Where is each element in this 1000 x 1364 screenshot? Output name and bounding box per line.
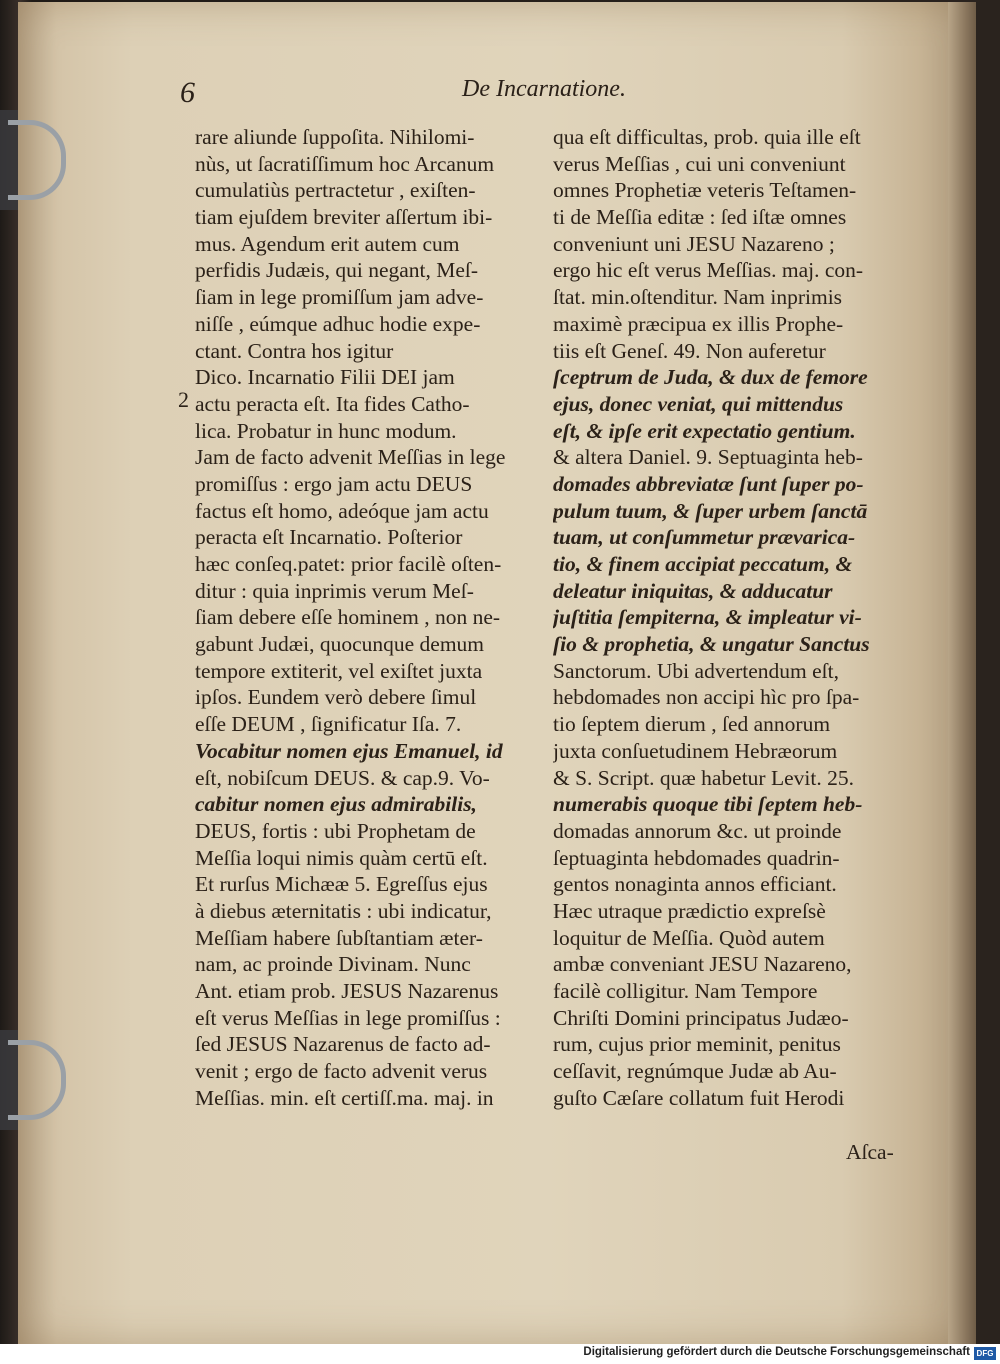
text-line: hæc conſeq.patet: prior facilè oſten-	[195, 552, 502, 576]
text-line: guſto Cæſare collatum fuit Herodi	[553, 1085, 845, 1110]
text-line: tiis eſt Geneſ. 49. Non auferetur	[553, 338, 826, 363]
text-line: promiſſus : ergo jam actu DEUS	[195, 471, 473, 496]
text-line: maximè præcipua ex illis Prophe-	[553, 311, 844, 336]
text-line: pulum tuum, & ſuper urbem ſanctā	[553, 498, 868, 523]
right-text-column	[553, 124, 907, 1111]
text-line: cabitur nomen ejus admirabilis,	[195, 792, 477, 817]
text-line: eſt, & ipſe erit expectatio gentium.	[553, 418, 856, 443]
text-line: Ant. etiam prob. JESUS Nazarenus	[195, 979, 499, 1003]
text-line: Meſſias. min. eſt certiſſ.ma. maj. in	[195, 1085, 494, 1110]
page-number: 6	[180, 76, 195, 109]
text-line: ſed JESUS Nazarenus de facto ad-	[195, 1032, 491, 1057]
text-line: Vocabitur nomen ejus Emanuel, id	[195, 738, 503, 763]
text-line: juſtitia ſempiterna, & impleatur vi-	[553, 605, 862, 630]
text-line: eſt verus Meſſias in lege promiſſus :	[195, 1005, 501, 1030]
text-line: Chriſti Domini principatus Judæo-	[553, 1005, 849, 1030]
text-line: tio, & finem accipiat peccatum, &	[553, 552, 853, 576]
text-line: ergo hic eſt verus Meſſias. maj. con-	[553, 258, 864, 283]
text-line: ſiam in lege promiſſum jam adve-	[195, 285, 484, 310]
text-line: rare aliunde ſuppoſita. Nihilomi-	[195, 125, 475, 149]
text-line: ſtat. min.oſtenditur. Nam inprimis	[553, 285, 843, 310]
text-line: ſio & prophetia, & ungatur Sanctus	[553, 632, 870, 657]
text-line: nùs, ut ſacratiſſimum hoc Arcanum	[195, 151, 495, 176]
text-line: eſſe DEUM , ſignificatur Iſa. 7.	[195, 712, 462, 737]
text-line: Et rurſus Michææ 5. Egreſſus ejus	[195, 872, 488, 897]
text-line: peracta eſt Incarnatio. Poſterior	[195, 525, 463, 550]
text-line: niſſe , eúmque adhuc hodie expe-	[195, 311, 481, 336]
text-line: ditur : quia inprimis verum Meſ-	[195, 578, 474, 603]
text-line: qua eſt difficultas, prob. quia ille eſt	[553, 125, 861, 149]
text-line: Sanctorum. Ubi advertendum eſt,	[553, 658, 839, 683]
text-line: DEUS, fortis : ubi Prophetam de	[195, 818, 476, 843]
text-line: ctant. Contra hos igitur	[195, 338, 394, 363]
catchword: Aſca-	[846, 1140, 894, 1164]
text-line: ambæ conveniant JESU Nazareno,	[553, 952, 852, 977]
text-line: eſt, nobiſcum DEUS. & cap.9. Vo-	[195, 765, 490, 790]
text-line: tuam, ut conſummetur prævarica-	[553, 525, 856, 550]
dfg-logo: DFG	[974, 1347, 996, 1360]
text-line: loquitur de Meſſia. Quòd autem	[553, 925, 825, 950]
text-line: tio ſeptem dierum , ſed annorum	[553, 712, 831, 737]
text-line: ipſos. Eundem verò debere ſimul	[195, 685, 477, 710]
text-line: Dico. Incarnatio Filii DEI jam	[195, 365, 455, 390]
page-header	[180, 76, 900, 116]
text-line: ejus, donec veniat, qui mittendus	[553, 391, 844, 416]
left-text-column	[195, 124, 543, 1111]
text-line: ſeptuaginta hebdomades quadrin-	[553, 845, 840, 870]
footer-credit: Digitalisierung gefördert durch die Deutsche Forschungsgemeinschaft	[583, 1346, 970, 1358]
page-edge	[948, 2, 976, 1344]
text-line: conveniunt uni JESU Nazareno ;	[553, 231, 835, 256]
text-line: ſceptrum de Juda, & dux de femore	[553, 365, 868, 390]
text-line: gentos nonaginta annos efficiant.	[553, 872, 837, 897]
text-line: juxta conſuetudinem Hebræorum	[553, 738, 838, 763]
text-line: factus eſt homo, adeóque jam actu	[195, 498, 489, 523]
text-line: venit ; ergo de facto advenit verus	[195, 1059, 488, 1084]
text-line: tiam ejuſdem breviter aſſertum ibi-	[195, 205, 493, 230]
text-line: gabunt Judæi, quocunque demum	[195, 632, 485, 657]
text-line: domadas annorum &c. ut proinde	[553, 818, 842, 843]
text-line: tempore extiterit, vel exiſtet juxta	[195, 658, 483, 683]
text-line: ſiam debere eſſe hominem , non ne-	[195, 605, 501, 630]
text-line: ti de Meſſia editæ : ſed iſtæ omnes	[553, 205, 847, 230]
text-line: à diebus æternitatis : ubi indicatur,	[195, 898, 492, 923]
text-line: Hæc utraque prædictio expreſsè	[553, 898, 826, 923]
text-line: ceſſavit, regnúmque Judæ ab Au-	[553, 1059, 837, 1084]
text-line: domades abbreviatæ ſunt ſuper po-	[553, 471, 864, 496]
text-line: Meſſiam habere ſubſtantiam æter-	[195, 925, 483, 950]
text-line: deleatur iniquitas, & adducatur	[553, 578, 833, 603]
text-line: Jam de facto advenit Meſſias in lege	[195, 445, 506, 470]
text-line: actu peracta eſt. Ita fides Catho-	[195, 391, 470, 416]
margin-section-number: 2	[178, 387, 189, 412]
text-line: numerabis quoque tibi ſeptem heb-	[553, 792, 863, 817]
text-line: omnes Prophetiæ veteris Teſtamen-	[553, 178, 857, 203]
text-line: nam, ac proinde Divinam. Nunc	[195, 952, 471, 977]
running-head: De Incarnatione.	[462, 76, 626, 102]
text-line: rum, cujus prior meminit, penitus	[553, 1032, 841, 1057]
text-line: verus Meſſias , cui uni conveniunt	[553, 151, 846, 176]
text-line: & S. Script. quæ habetur Levit. 25.	[553, 765, 854, 790]
text-line: & altera Daniel. 9. Septuaginta heb-	[553, 445, 863, 470]
text-line: lica. Probatur in hunc modum.	[195, 418, 457, 443]
text-line: mus. Agendum erit autem cum	[195, 231, 460, 256]
text-line: cumulatiùs pertractetur , exiſten-	[195, 178, 476, 203]
text-line: hebdomades non accipi hìc pro ſpa-	[553, 685, 860, 710]
text-line: Meſſia loqui nimis quàm certū eſt.	[195, 845, 488, 870]
footer-bar	[0, 1344, 1000, 1364]
text-line: perfidis Judæis, qui negant, Meſ-	[195, 258, 479, 283]
text-line: facilè colligitur. Nam Tempore	[553, 979, 818, 1003]
